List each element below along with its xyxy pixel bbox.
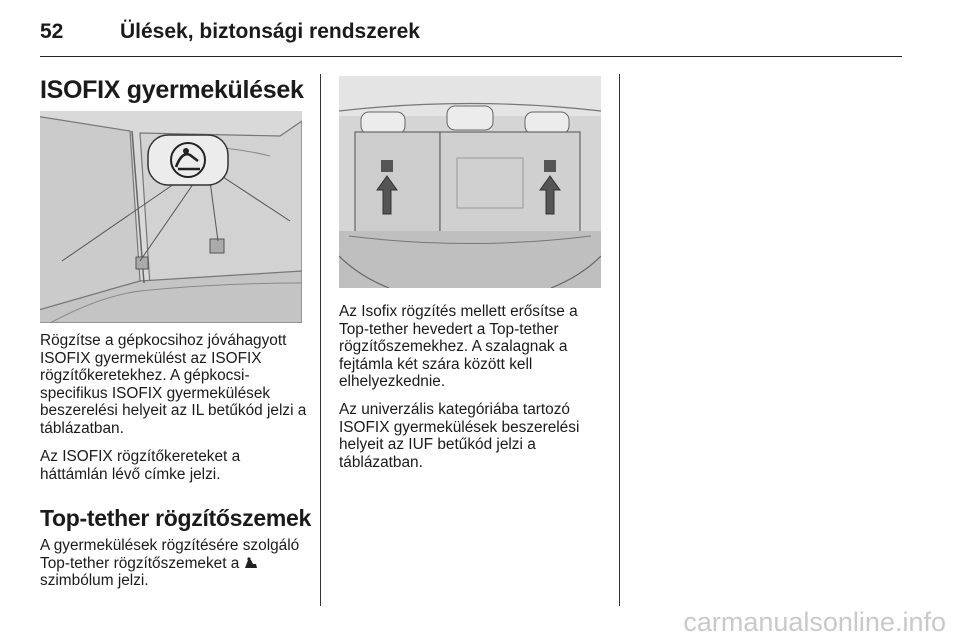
figure-top-tether-trunk [339, 76, 601, 288]
section-heading-top-tether: Top-tether rögzítőszemek [40, 505, 311, 531]
page-number: 52 [40, 20, 64, 43]
paragraph-isofix-label: Az ISOFIX rögzítőkereteket a háttámlán lévő címke jelzi. [40, 448, 241, 483]
paragraph-top-tether-strap: Az Isofix rögzítés mellett erősítse a Top-tether hevedert a Top-tether rögzítőszemekhez. A szalagnak a fejtámla két szára között kell elhelyezkednie. [339, 303, 578, 390]
top-tether-text-end: szimbólum jelzi. [40, 572, 149, 589]
column-divider-right [619, 74, 620, 606]
paragraph-iuf-universal: Az univerzális kategóriába tartozó ISOFIX gyermekülések beszerelési helyeit az IUF betűkód jelzi a táblázatban. [339, 401, 580, 471]
page-header [40, 16, 902, 57]
top-tether-text-start: A gyermekülések rögzítésére szolgáló Top-tether rögzítőszemeket a [40, 537, 300, 572]
paragraph-isofix-install: Rögzítse a gépkocsihoz jóváhagyott ISOFIX gyermekülést az ISOFIX rögzítőkeretekhez. A gépkocsi-specifikus ISOFIX gyermekülések beszerelési helyeit az IL betűkód jelzi a táblázatban. [40, 332, 307, 437]
column-divider-left [320, 74, 321, 606]
section-heading-isofix: ISOFIX gyermekülések [40, 76, 304, 104]
figure-isofix-seat [40, 111, 302, 323]
paragraph-top-tether-symbol [40, 537, 310, 590]
top-tether-icon [244, 557, 258, 569]
watermark: carmanualsonline.info [683, 607, 946, 637]
chapter-title: Ülések, biztonsági rendszerek [120, 20, 420, 43]
